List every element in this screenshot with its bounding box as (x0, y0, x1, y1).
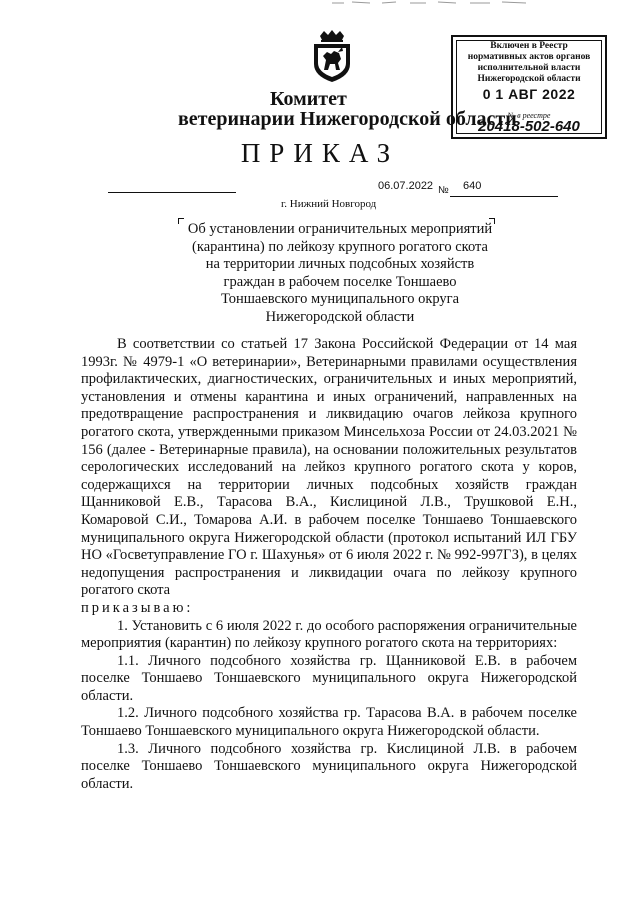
registry-stamp (451, 35, 607, 139)
stamp-line: Включен в Реестр (490, 41, 568, 51)
subject-line: на территории личных подсобных хозяйств (205, 256, 475, 273)
stamp-line: Нижегородской области (477, 74, 581, 84)
stamp-date: 0 1 АВГ 2022 (482, 86, 576, 102)
order-item: 1.2. Личного подсобного хозяйства гр. Тарасова В.А. в рабочем поселке Тоншаево Тоншаевского муниципального округа Нижегородской области. (81, 705, 577, 740)
subject-line: граждан в рабочем поселке Тоншаево (223, 273, 457, 290)
stamp-text (459, 41, 599, 85)
order-item: 1. Установить с 6 июля 2022 г. до особого распоряжения ограничительные мероприятия (карантин) по лейкозу крупного рогатого скота на территориях: (81, 617, 577, 652)
subject-line: Об установлении ограничительных мероприятий (187, 221, 493, 237)
coat-of-arms-icon (310, 30, 354, 84)
document-title: ПРИКАЗ (240, 138, 400, 168)
stamp-line: нормативных актов органов (467, 52, 591, 62)
order-item: 1.1. Личного подсобного хозяйства гр. Щанниковой Е.В. в рабочем поселке Тоншаево Тоншаевского муниципального округа Нижегородской области. (81, 652, 577, 704)
stamp-registry-number: 20418-502-640 (478, 118, 580, 135)
document-body (81, 336, 577, 793)
order-item: 1.3. Личного подсобного хозяйства гр. Кислициной Л.В. в рабочем поселке Тоншаево Тоншаевского муниципального округа Нижегородской области. (81, 740, 577, 792)
subject-line: Тоншаевского муниципального округа (220, 291, 460, 308)
document-city: г. Нижний Новгород (281, 198, 377, 210)
document-subject (140, 221, 540, 327)
number-underline (450, 196, 558, 197)
orders-keyword: приказываю: (81, 599, 194, 616)
scan-artifact (330, 0, 530, 6)
stamp-registry-label: № в реестре (507, 111, 551, 120)
number-sign: № (438, 185, 449, 196)
subject-line: Нижегородской области (265, 308, 415, 325)
organization-name-line1: Комитет (270, 88, 347, 110)
document-number: 640 (463, 180, 482, 192)
organization-name-line2: ветеринарии Нижегородской области (178, 108, 517, 130)
blank-line (108, 192, 236, 193)
stamp-line: исполнительной власти (477, 63, 581, 73)
document-date: 06.07.2022 (378, 180, 434, 192)
subject-line: (карантина) по лейкозу крупного рогатого скота (192, 238, 488, 255)
preamble-paragraph: В соответствии со статьей 17 Закона Российской Федерации от 14 мая 1993г. № 4979-1 «О ветеринарии», Ветеринарными правилами осуществления профилактических, диагностических, ограничительных и иных мероприятий, установления и отмены карантина и иных ограничений, направленных на предотвращение распространения и ликвидацию очагов лейкоза крупного рогатого скота, утвержденными приказом Минсельхоза России от 24.03.2021 № 156 (далее - Ветеринарные правила), на основании положительных результатов серологических исследований на лейкоз крупного рогатого скота у коров, содержащихся на территории личных подсобных хозяйств граждан Щанниковой Е.В., Тарасова В.А., Кислициной Л.В., Трушковой Е.Н., Комаровой С.И., Томарова А.И. в рабочем поселке Тоншаево Тоншаевского муниципального округа Нижегородской области (протокол испытаний ИЛ ГБУ НО «Госветуправление ГО г. Шахунья» от 6 июля 2022 г. № 992-997ГЗ), в целях недопущения распространения и ликвидации очага по лейкозу крупного рогатого скота (81, 336, 577, 599)
